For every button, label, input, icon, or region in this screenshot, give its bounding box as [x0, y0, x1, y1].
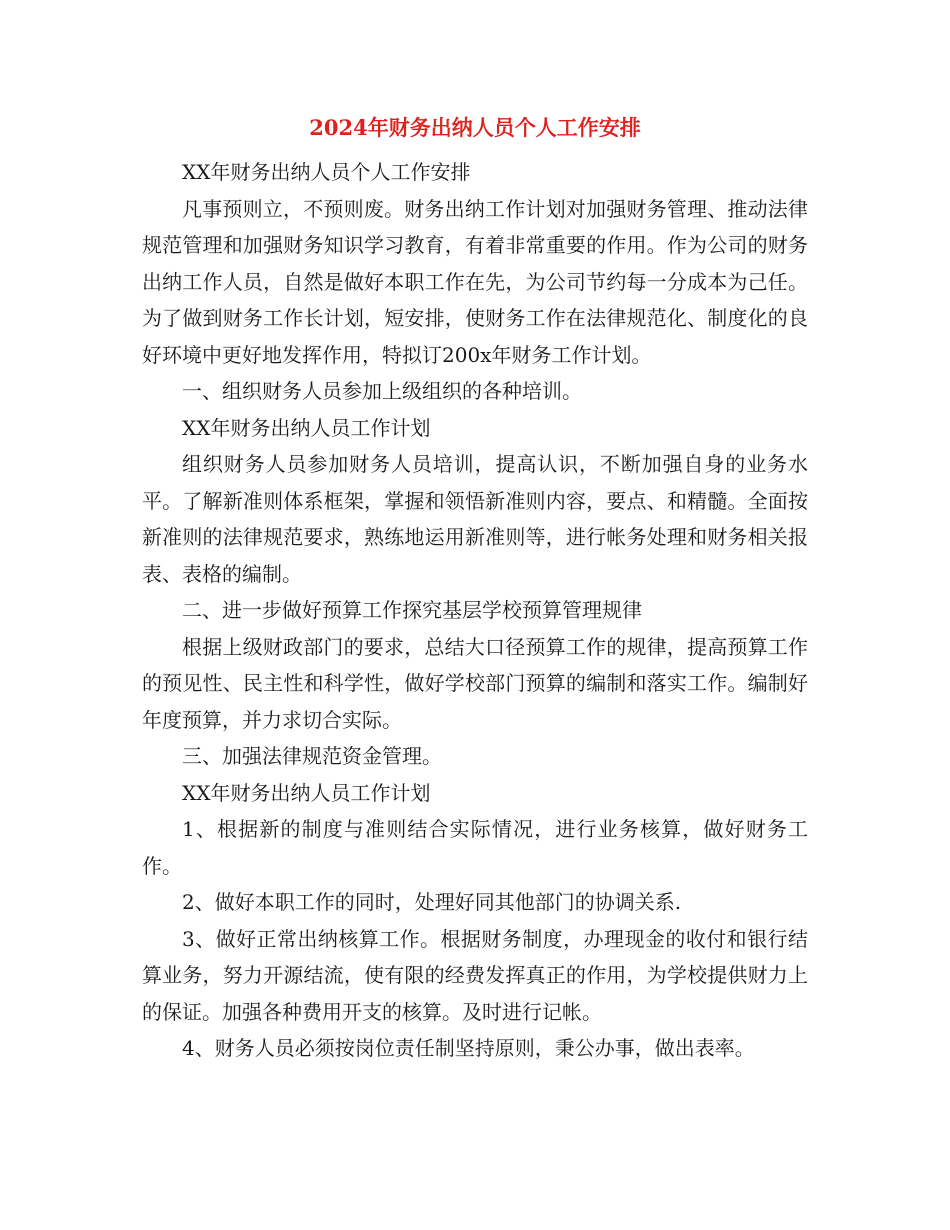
paragraph-plan-label-2: XX年财务出纳人员工作计划: [182, 780, 431, 805]
paragraph-training: 组织财务人员参加财务人员培训，提高认识，不断加强自身的业务水平。了解新准则体系框架，掌握和领悟新准则内容，要点、和精髓。全面按新准则的法律规范要求，熟练地运用新准则等，进行帐务处理和财务相关报表、表格的编制。: [142, 452, 808, 586]
section-heading-2: 二、进一步做好预算工作探究基层学校预算管理规律: [182, 598, 642, 622]
document-title: 2024年财务出纳人员个人工作安排: [309, 115, 641, 140]
list-item-2: 2、做好本职工作的同时，处理好同其他部门的协调关系.: [182, 890, 682, 914]
section-heading-3: 三、加强法律规范资金管理。: [182, 744, 442, 768]
document-body: [142, 154, 808, 1067]
section-heading-1: 一、组织财务人员参加上级组织的各种培训。: [182, 379, 582, 403]
paragraph-subtitle: XX年财务出纳人员个人工作安排: [182, 160, 471, 184]
list-item-1: 1、根据新的制度与准则结合实际情况，进行业务核算，做好财务工作。: [142, 817, 808, 878]
paragraph-plan-label-1: XX年财务出纳人员工作计划: [182, 415, 431, 440]
paragraph-intro: 凡事预则立，不预则废。财务出纳工作计划对加强财务管理、推动法律规范管理和加强财务知识学习教育，有着非常重要的作用。作为公司的财务出纳工作人员，自然是做好本职工作在先，为公司节约每一分成本为己任。为了做到财务工作长计划，短安排，使财务工作在法律规范化、制度化的良好环境中更好地发挥作用，特拟订200x年财务工作计划。: [142, 196, 808, 367]
list-item-3: 3、做好正常出纳核算工作。根据财务制度，办理现金的收付和银行结算业务，努力开源结流，使有限的经费发挥真正的作用，为学校提供财力上的保证。加强各种费用开支的核算。及时进行记帐。: [142, 926, 808, 1024]
list-item-4: 4、财务人员必须按岗位责任制坚持原则，秉公办事，做出表率。: [182, 1036, 755, 1060]
paragraph-budget: 根据上级财政部门的要求，总结大口径预算工作的规律，提高预算工作的预见性、民主性和科学性，做好学校部门预算的编制和落实工作。编制好年度预算，并力求切合实际。: [142, 634, 808, 732]
